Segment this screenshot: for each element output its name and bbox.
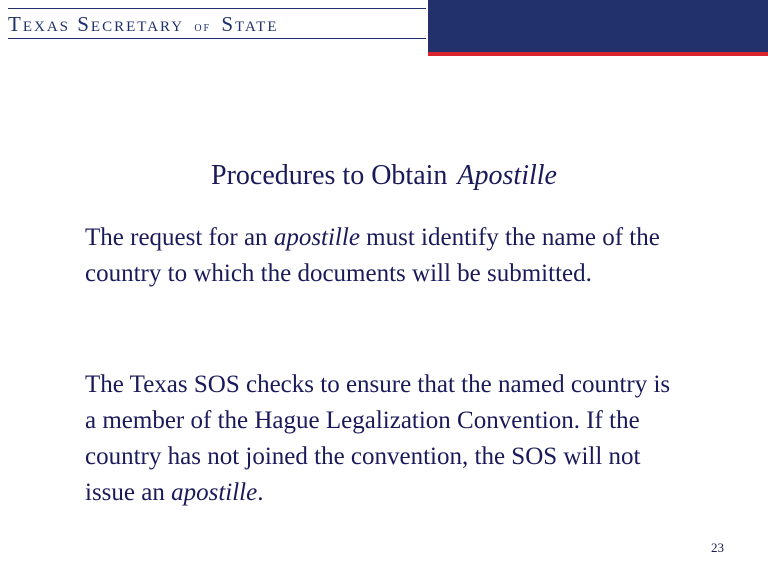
slide-title-italic: Apostille: [457, 160, 557, 191]
slide-title-prefix: Procedures to Obtain: [211, 160, 448, 191]
paragraph-checks: [85, 367, 675, 511]
paragraph-checks-part2: .: [257, 479, 264, 506]
slide-header: [0, 0, 768, 56]
header-title-part1: Texas Secretary: [8, 12, 185, 36]
paragraph-request-italic: apostille: [273, 224, 360, 251]
header-red-band-gap: [0, 52, 428, 56]
page-number: 23: [711, 540, 724, 555]
paragraph-checks-italic: apostille: [171, 479, 258, 506]
header-red-band: [0, 52, 768, 56]
header-blue-band: [428, 0, 768, 52]
header-rule-bottom: [8, 38, 426, 39]
header-rule-top: [8, 8, 426, 9]
paragraph-request: [85, 220, 675, 292]
slide-title: [0, 160, 768, 192]
header-title: [8, 12, 279, 37]
header-title-part2: State: [221, 12, 279, 36]
paragraph-request-part2: must identify the name of the country to which the documents will be submitted.: [85, 224, 660, 287]
paragraph-checks-part1: The Texas SOS checks to ensure that the named country is a member of the Hague Legalization Convention. If the country has not joined the convention, the SOS will not issue an: [85, 371, 671, 506]
paragraph-request-part1: The request for an: [85, 224, 274, 251]
header-title-of: of: [194, 20, 212, 35]
